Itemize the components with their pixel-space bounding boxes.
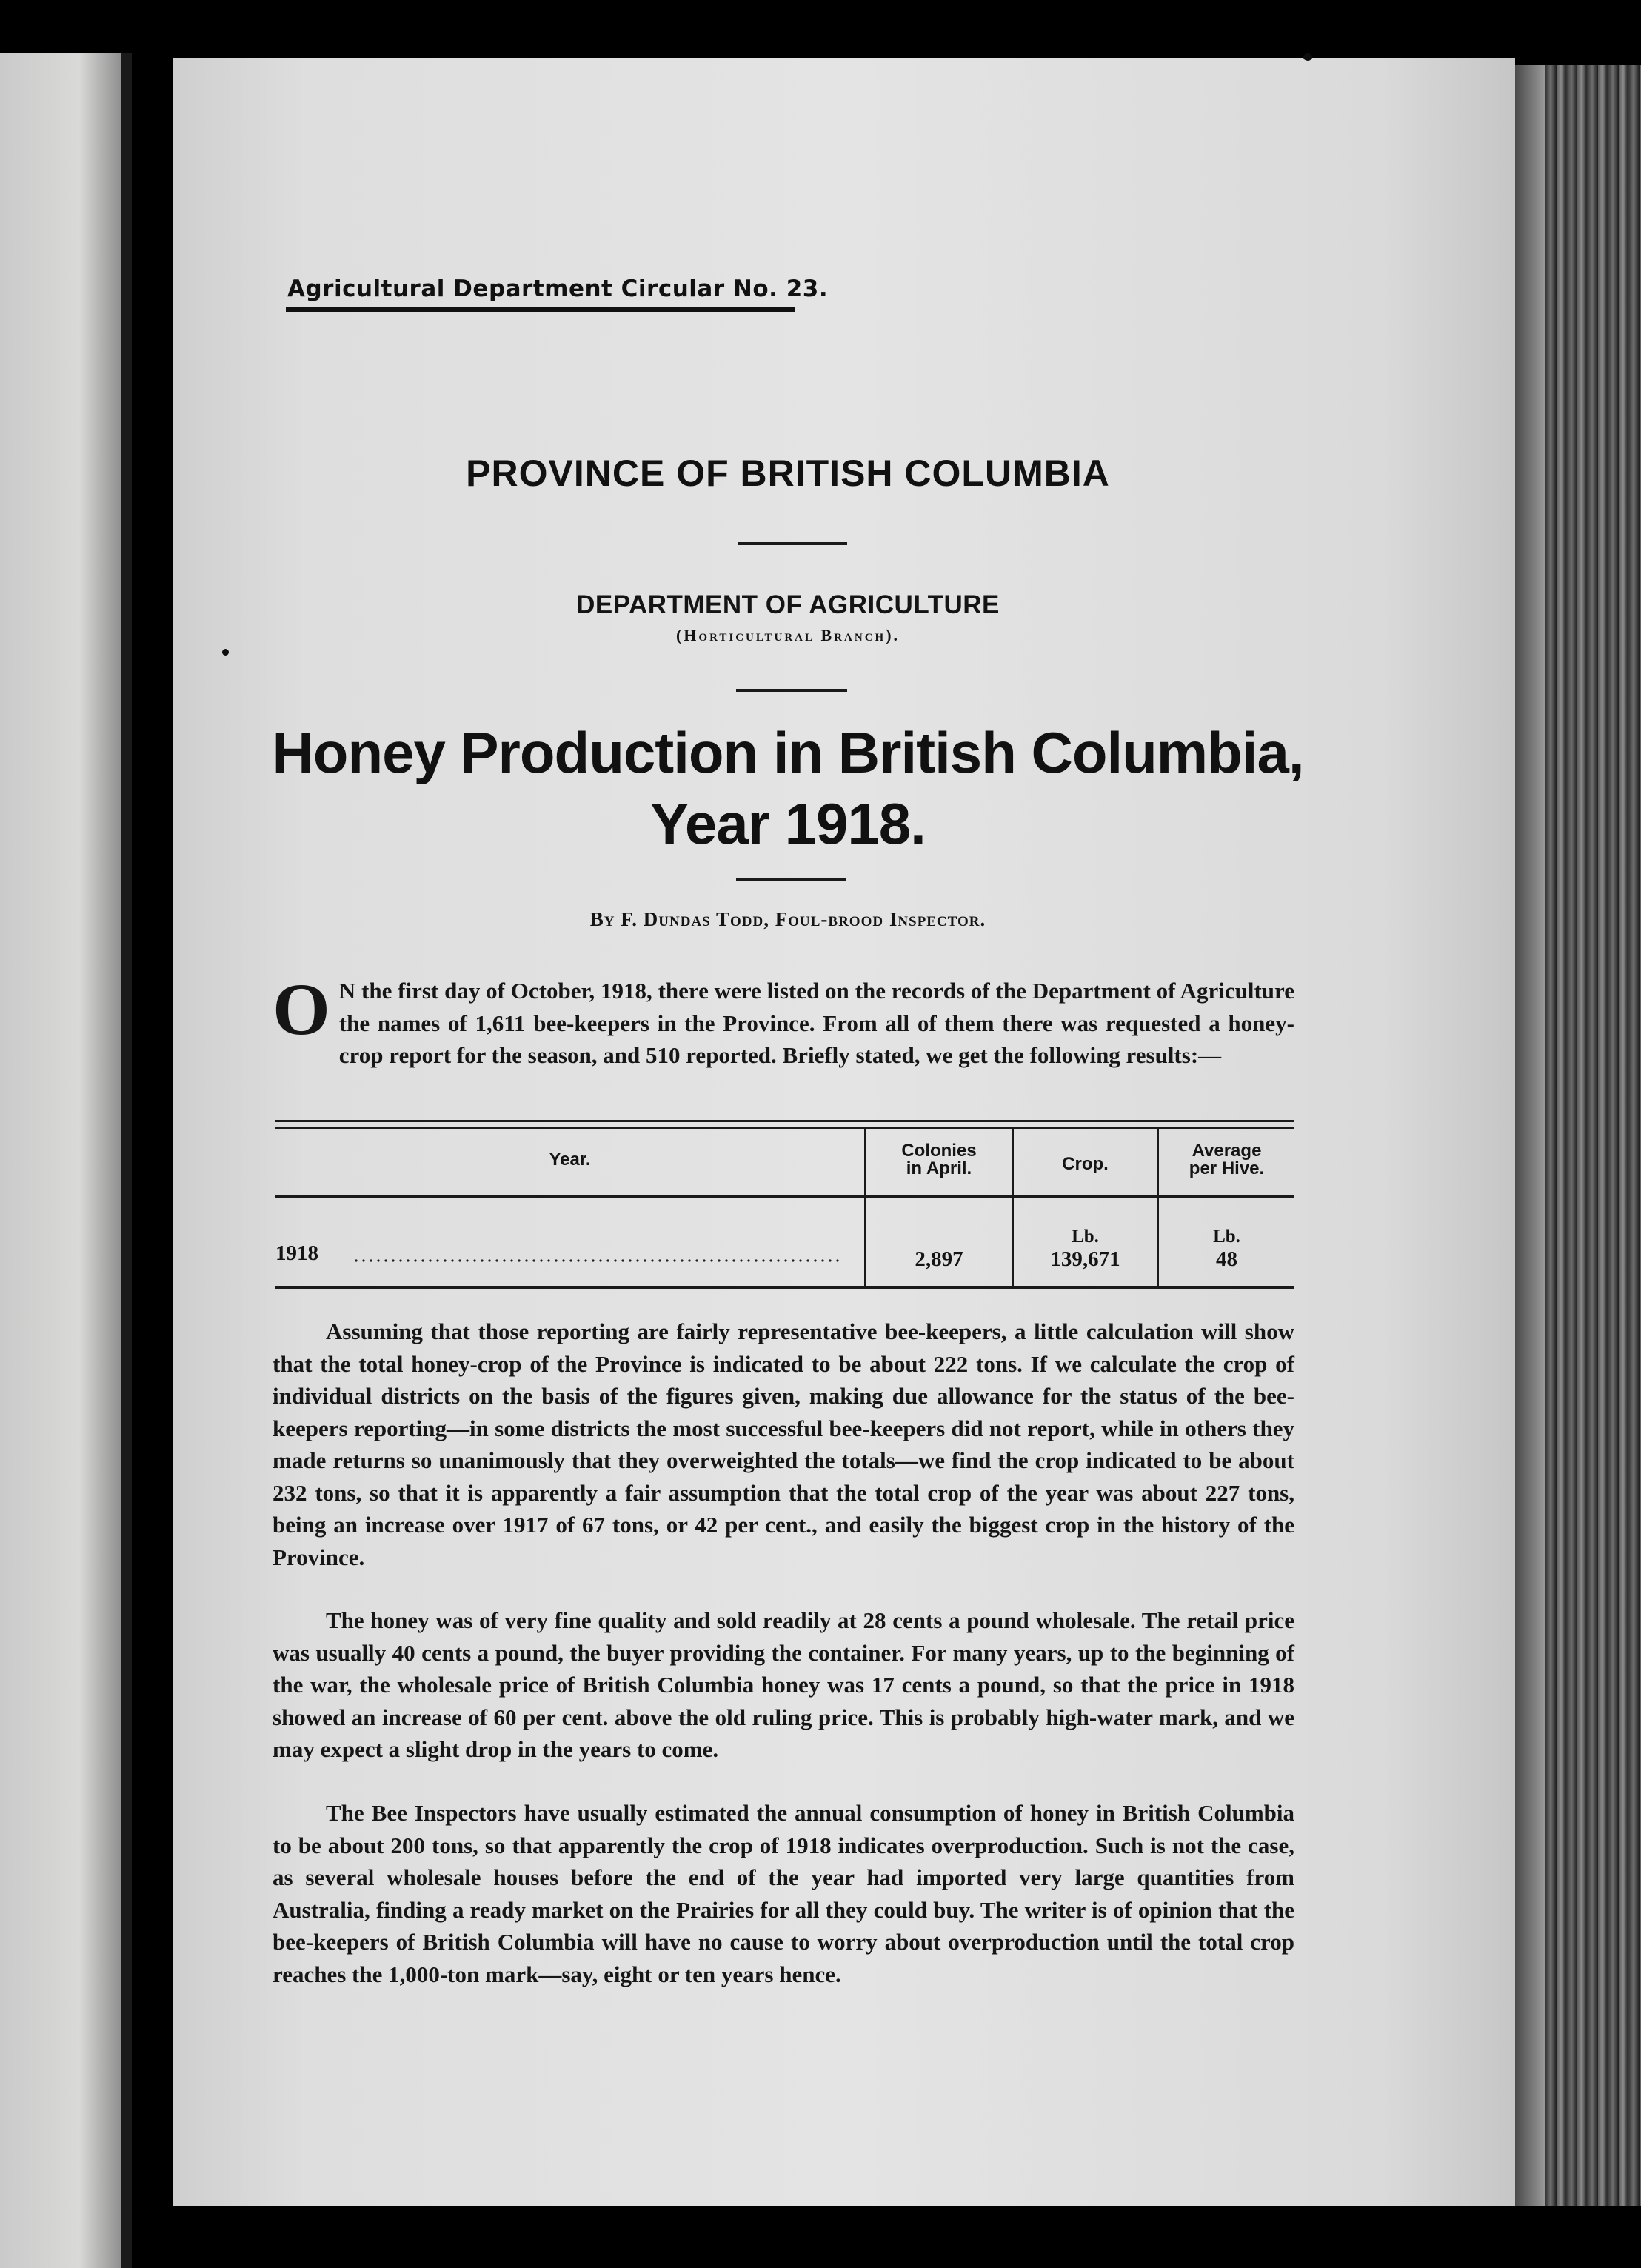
circular-underline bbox=[286, 307, 795, 312]
department-heading: DEPARTMENT OF AGRICULTURE bbox=[576, 590, 1000, 619]
results-table bbox=[275, 1120, 1294, 1305]
divider-rule bbox=[736, 689, 847, 692]
cell-year: 1918 bbox=[275, 1241, 318, 1265]
unit-crop: Lb. bbox=[1072, 1227, 1099, 1247]
cell-colonies: 2,897 bbox=[915, 1247, 963, 1271]
document-title bbox=[173, 717, 1403, 859]
dot-leaders bbox=[352, 1259, 841, 1262]
body-paragraph-1: Assuming that those reporting are fairly representative bee-keepers, a little calculation will show that the total honey-crop of the Province is indicated to be about 222 tons. If we calculate the crop of individual districts on the basis of the figures given, making due allowance for the status of the bee-keepers reporting—in some districts the most successful bee-keepers did not report, while in others they made returns so unanimously that they overweighted the totals—we find the crop indicated to be about 232 tons, so that it is apparently a fair assumption that the total crop of the year was about 227 tons, being an increase over 1917 of 67 tons, or 42 per cent., and easily the biggest crop in the history of the Province. bbox=[273, 1318, 1294, 1570]
table-bottom-rule bbox=[275, 1286, 1294, 1289]
book-page-edges bbox=[1515, 65, 1641, 2206]
unit-average: Lb. bbox=[1213, 1227, 1240, 1247]
circular-number: Agricultural Department Circular No. 23. bbox=[287, 276, 829, 302]
header-crop: Crop. bbox=[1062, 1154, 1109, 1174]
table-header-rule bbox=[275, 1195, 1294, 1198]
divider-rule bbox=[736, 878, 846, 881]
header-year: Year. bbox=[549, 1150, 591, 1170]
province-heading: PROVINCE OF BRITISH COLUMBIA bbox=[466, 453, 1110, 494]
divider-rule bbox=[738, 542, 847, 545]
header-average: Average per Hive. bbox=[1189, 1141, 1265, 1178]
intro-paragraph bbox=[273, 968, 1294, 1072]
table-top-rule bbox=[275, 1120, 1294, 1122]
cell-average: 48 bbox=[1216, 1247, 1237, 1271]
title-line-2: Year 1918. bbox=[650, 791, 926, 856]
branch-subheading: (Horticultural Branch). bbox=[675, 626, 900, 644]
cell-crop: 139,671 bbox=[1050, 1247, 1120, 1271]
drop-cap: O bbox=[273, 968, 330, 1050]
body-paragraph-3: The Bee Inspectors have usually estimated the annual consumption of honey in British Columbia to be about 200 tons, so that apparently the crop of 1918 indicates overproduction. Such is not the case, as several wholesale houses before the end of the year had imported very large quantities from Australia, finding a ready market on the Prairies for all they could buy. The writer is of opinion that the bee-keepers of British Columbia will have no cause to worry about overproduction until the total crop reaches the 1,000-ton mark—say, eight or ten years hence. bbox=[273, 1800, 1294, 1987]
facing-page-strip bbox=[0, 53, 132, 2268]
body-paragraph-2: The honey was of very fine quality and sold readily at 28 cents a pound wholesale. The retail price was usually 40 cents a pound, the buyer providing the container. For many years, up to the beginning of the war, the wholesale price of British Columbia honey was 17 cents a pound, so that the price in 1918 showed an increase of 60 per cent. above the old ruling price. This is probably high-water mark, and we may expect a slight drop in the years to come. bbox=[273, 1607, 1294, 1762]
page-gutter bbox=[121, 53, 132, 2268]
author-byline: By F. Dundas Todd, Foul-brood Inspector. bbox=[589, 908, 986, 930]
header-colonies: Colonies in April. bbox=[901, 1141, 977, 1178]
scan-speck bbox=[222, 649, 229, 656]
title-line-1: Honey Production in British Columbia, bbox=[272, 720, 1304, 785]
table-top-rule bbox=[275, 1127, 1294, 1129]
intro-text: N the first day of October, 1918, there were listed on the records of the Department of Agriculture the names of 1,611 bee-keepers in the Province. From all of them there was requested a honey-crop report for the season, and 510 reported. Briefly stated, we get the following results:— bbox=[338, 978, 1294, 1068]
scan-speck bbox=[1303, 53, 1312, 61]
